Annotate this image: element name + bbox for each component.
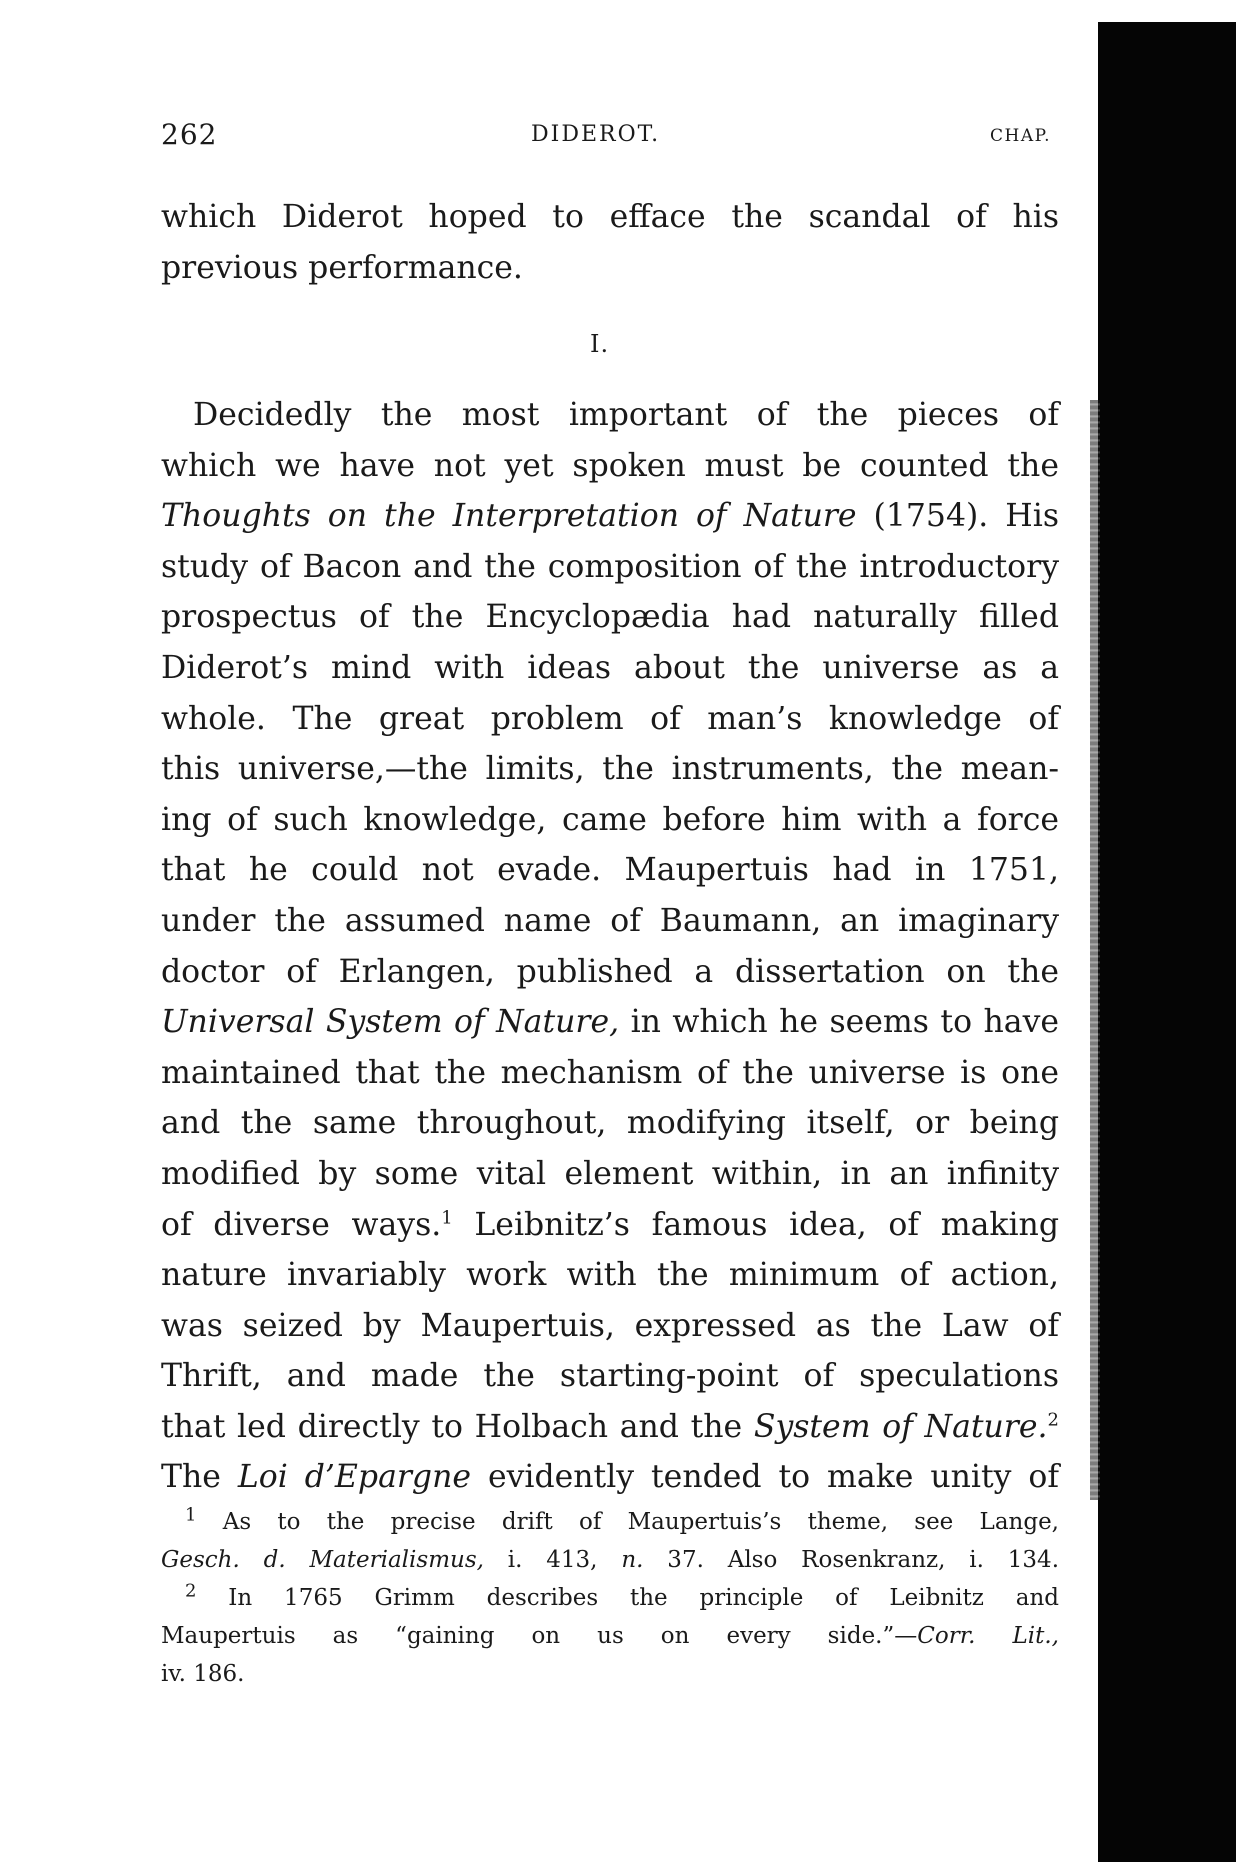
text-span: Maupertuis as “gaining on us on every side.”— — [161, 1623, 918, 1649]
footnote-number: 1 — [185, 1504, 197, 1526]
footnote-number: 2 — [185, 1580, 197, 1602]
italic-title: Thoughts on the Interpretation of Nature — [161, 498, 857, 535]
text-line — [161, 1452, 1059, 1503]
text-line: Diderot’s mind with ideas about the universe as a — [161, 649, 1059, 686]
text-line — [161, 390, 1059, 441]
text-line: which we have not yet spoken must be counted the — [161, 447, 1059, 484]
italic-title: Gesch. d. Materialismus, — [161, 1547, 484, 1573]
main-paragraph — [161, 390, 1059, 1503]
text-span: As to the precise drift of Maupertuis’s theme, see Lange, — [196, 1509, 1059, 1535]
italic-abbrev: n. — [621, 1547, 644, 1573]
text-span: that led directly to Holbach and the — [161, 1408, 754, 1445]
footnote-line: iv. 186. — [161, 1661, 245, 1687]
text-span: Leibnitz’s famous idea, of making — [452, 1206, 1059, 1243]
footnote-line — [161, 1617, 1059, 1655]
text-span: The — [161, 1459, 238, 1496]
text-line: doctor of Erlangen, published a dissertation on the — [161, 953, 1059, 990]
text-line: Thrift, and made the starting-point of speculations — [161, 1358, 1059, 1395]
text-span: 37. Also Rosenkranz, i. 134. — [643, 1547, 1060, 1573]
text-line — [161, 491, 1059, 542]
text-line: this universe,—the limits, the instruments, the mean- — [161, 751, 1059, 788]
footnote-line — [161, 1503, 1059, 1541]
footnote-marker: 2 — [1047, 1409, 1059, 1431]
text-span: evidently tended to make unity of — [471, 1459, 1060, 1496]
footnote-line — [161, 1579, 1059, 1617]
italic-title: Loi d’Epargne — [237, 1459, 472, 1496]
page-number: 262 — [161, 118, 218, 151]
text-line: maintained that the mechanism of the universe is one — [161, 1054, 1059, 1091]
italic-title: Corr. Lit., — [917, 1623, 1059, 1649]
italic-title: System of Nature. — [753, 1408, 1048, 1445]
text-line: which Diderot hoped to efface the scandal of his — [161, 199, 1059, 235]
section-heading: I. — [590, 330, 610, 358]
text-span: of diverse ways. — [161, 1206, 442, 1243]
text-line: ing of such knowledge, came before him with a force — [161, 801, 1059, 838]
text-line — [161, 997, 1059, 1048]
text-line — [161, 1402, 1059, 1453]
footnote-line — [161, 1541, 1059, 1579]
text-span: i. 413, — [483, 1547, 622, 1573]
text-span: in which he seems to have — [619, 1004, 1060, 1041]
text-line: previous performance. — [161, 249, 523, 286]
text-line: nature invariably work with the minimum of action, — [161, 1257, 1059, 1294]
text-line: was seized by Maupertuis, expressed as the Law of — [161, 1307, 1059, 1344]
text-line: prospectus of the Encyclopædia had naturally filled — [161, 599, 1059, 636]
text-span: (1754). His — [856, 498, 1059, 535]
chapter-label: CHAP. — [989, 126, 1051, 146]
page-header — [161, 118, 1059, 158]
text-line: and the same throughout, modifying itself, or being — [161, 1105, 1059, 1142]
running-title: DIDEROT. — [531, 122, 661, 147]
text-line — [161, 1200, 1059, 1251]
text-line: modified by some vital element within, in an infinity — [161, 1155, 1059, 1192]
text-line: under the assumed name of Baumann, an imaginary — [161, 902, 1059, 939]
scan-margin-shadow — [1098, 22, 1236, 1862]
text-line: study of Bacon and the composition of the introductory — [161, 548, 1059, 585]
footnote-marker: 1 — [441, 1207, 453, 1228]
text-line: that he could not evade. Maupertuis had in 1751, — [161, 852, 1059, 889]
italic-title: Universal System of Nature, — [161, 1004, 620, 1041]
text-span: In 1765 Grimm describes the principle of Leibnitz and — [196, 1585, 1059, 1611]
text-span: Decidedly the most important of the pieces of — [193, 397, 1059, 433]
scan-edge-texture — [1090, 400, 1100, 1500]
footnotes — [161, 1503, 1059, 1693]
text-line: whole. The great problem of man’s knowledge of — [161, 700, 1059, 737]
opening-paragraph — [161, 192, 1059, 293]
